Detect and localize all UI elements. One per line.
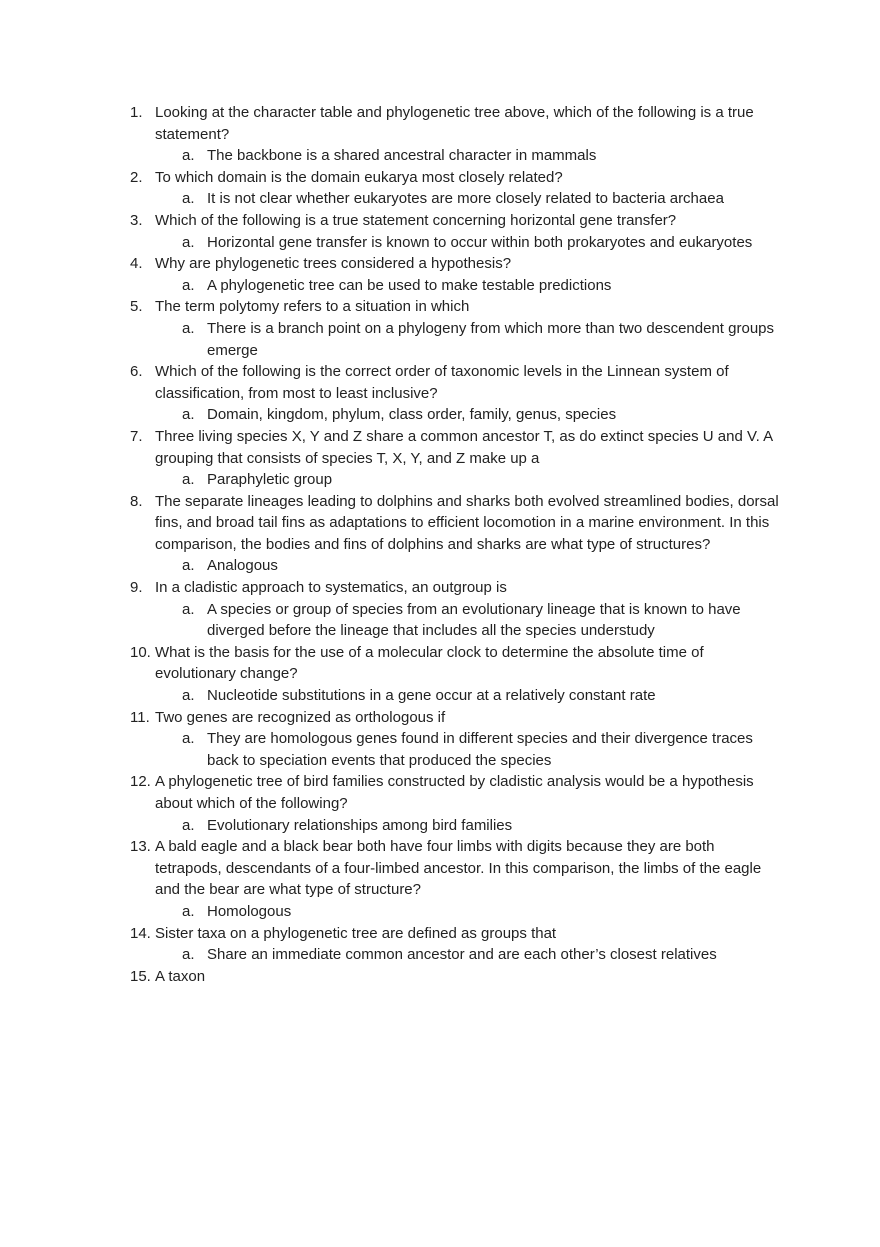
answer-text: Paraphyletic group	[207, 471, 333, 489]
question-text: What is the basis for the use of a molecular clock to determine the absolute time of evolutionary change?	[155, 643, 704, 683]
answer-item	[130, 404, 779, 426]
answer-letter: a.	[182, 276, 195, 294]
answer-item	[130, 815, 779, 837]
question-number: 7.	[130, 427, 143, 445]
answer-text: Domain, kingdom, phylum, class order, family, genus, species	[207, 406, 617, 424]
answer-text: Nucleotide substitutions in a gene occur at a relatively constant rate	[207, 687, 656, 705]
answer-item	[130, 275, 779, 297]
answer-item	[130, 318, 779, 361]
answer-text: They are homologous genes found in different species and their divergence traces back to speciation events that produced the species	[207, 730, 753, 769]
question-number: 15.	[130, 967, 151, 985]
question-text: Which of the following is the correct order of taxonomic levels in the Linnean system of classification, from most to least inclusive?	[155, 363, 729, 402]
question-text: Three living species X, Y and Z share a common ancestor T, as do extinct species U and V. A grouping that consists of species T, X, Y, and Z make up a	[155, 427, 773, 467]
answer-text: Share an immediate common ancestor and are each other’s closest relatives	[207, 946, 717, 964]
answer-text: Homologous	[207, 902, 292, 920]
question-text: The separate lineages leading to dolphins and sharks both evolved streamlined bodies, dorsal fins, and broad tail fins as adaptations to efficient locomotion in a marine environment. In this comparison, the bodies and fins of dolphins and sharks are what type of structures?	[155, 492, 779, 553]
answer-item	[130, 188, 779, 210]
question-number: 12.	[130, 773, 151, 791]
question-text: A phylogenetic tree of bird families constructed by cladistic analysis would be a hypothesis about which of the following?	[155, 773, 754, 812]
answer-text: Evolutionary relationships among bird families	[207, 816, 513, 834]
answer-letter: a.	[182, 471, 195, 489]
answer-item	[130, 901, 779, 923]
answer-text: It is not clear whether eukaryotes are more closely related to bacteria archaea	[207, 190, 724, 208]
question-text: Looking at the character table and phylogenetic tree above, which of the following is a true statement?	[155, 104, 754, 143]
question-list	[130, 102, 783, 987]
answer-letter: a.	[182, 946, 195, 964]
question-number: 3.	[130, 211, 143, 229]
question-text: To which domain is the domain eukarya most closely related?	[155, 168, 563, 186]
answer-item	[130, 685, 779, 707]
question-item	[130, 642, 783, 685]
answer-letter: a.	[182, 687, 195, 705]
question-item	[130, 577, 783, 599]
question-item	[130, 167, 783, 189]
question-text: In a cladistic approach to systematics, an outgroup is	[155, 579, 507, 597]
question-text: Sister taxa on a phylogenetic tree are defined as groups that	[155, 924, 557, 942]
answer-letter: a.	[182, 406, 195, 424]
question-item	[130, 966, 783, 988]
question-number: 8.	[130, 492, 143, 510]
answer-letter: a.	[182, 233, 195, 251]
question-item	[130, 426, 783, 469]
question-number: 9.	[130, 579, 143, 597]
question-item	[130, 836, 783, 901]
question-item	[130, 707, 783, 729]
answer-letter: a.	[182, 902, 195, 920]
question-number: 5.	[130, 298, 143, 316]
question-item	[130, 296, 783, 318]
question-item	[130, 361, 783, 404]
answer-text: A species or group of species from an evolutionary lineage that is known to have diverged before the lineage that includes all the species understudy	[207, 600, 741, 640]
answer-item	[130, 469, 779, 491]
question-text: Two genes are recognized as orthologous if	[155, 708, 446, 726]
answer-letter: a.	[182, 190, 195, 208]
question-number: 4.	[130, 255, 143, 273]
question-text: Why are phylogenetic trees considered a hypothesis?	[155, 255, 512, 273]
answer-text: A phylogenetic tree can be used to make testable predictions	[207, 276, 612, 294]
question-number: 10.	[130, 643, 151, 661]
answer-text: The backbone is a shared ancestral character in mammals	[207, 147, 597, 165]
answer-item	[130, 944, 779, 966]
answer-letter: a.	[182, 319, 195, 337]
question-item	[130, 771, 783, 814]
answer-item	[130, 599, 779, 642]
question-text: Which of the following is a true statement concerning horizontal gene transfer?	[155, 211, 677, 229]
question-text: The term polytomy refers to a situation in which	[155, 298, 470, 316]
answer-item	[130, 728, 779, 771]
question-number: 6.	[130, 363, 143, 381]
answer-text: Horizontal gene transfer is known to occur within both prokaryotes and eukaryotes	[207, 233, 753, 251]
question-number: 1.	[130, 104, 143, 121]
answer-item	[130, 555, 779, 577]
question-number: 2.	[130, 168, 143, 186]
question-item	[130, 102, 783, 145]
question-number: 14.	[130, 924, 151, 942]
question-number: 11.	[130, 708, 150, 726]
answer-letter: a.	[182, 730, 195, 748]
answer-letter: a.	[182, 600, 195, 618]
question-text: A bald eagle and a black bear both have four limbs with digits because they are both tetrapods, descendants of a four-limbed ancestor. In this comparison, the limbs of the eagle and the bear are what type of structure?	[155, 838, 762, 899]
answer-text: Analogous	[207, 557, 278, 575]
answer-letter: a.	[182, 557, 195, 575]
answer-text: There is a branch point on a phylogeny from which more than two descendent groups emerge	[207, 319, 774, 359]
question-item	[130, 491, 783, 556]
question-number: 13.	[130, 838, 151, 856]
answer-item	[130, 232, 779, 254]
question-text: A taxon	[155, 967, 206, 985]
question-item	[130, 923, 783, 945]
answer-item	[130, 145, 779, 167]
answer-letter: a.	[182, 816, 195, 834]
question-item	[130, 253, 783, 275]
answer-letter: a.	[182, 147, 195, 165]
question-item	[130, 210, 783, 232]
